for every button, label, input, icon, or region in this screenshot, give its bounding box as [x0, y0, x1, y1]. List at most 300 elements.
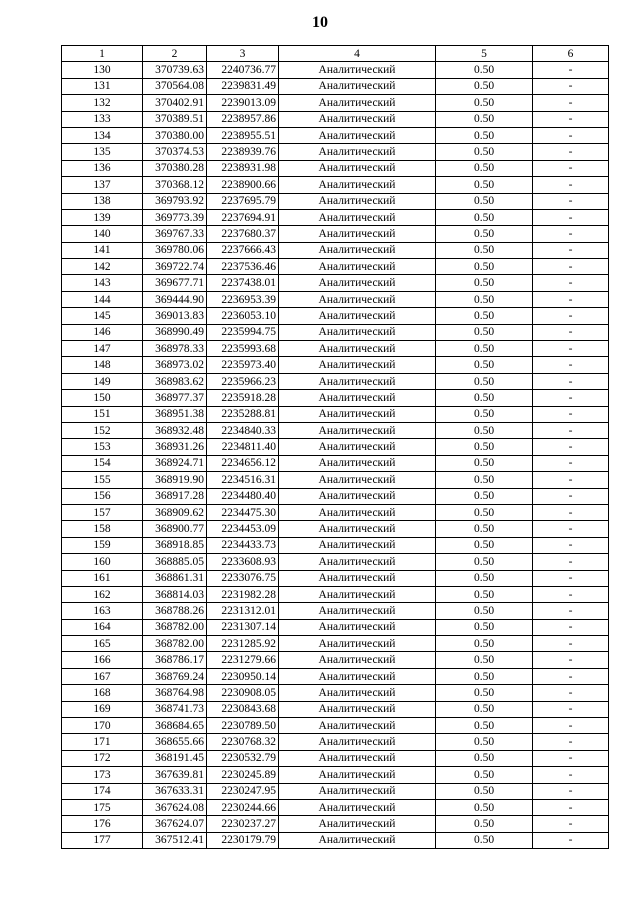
x-coordinate-cell: 368973.02: [143, 357, 207, 373]
accuracy-cell: 0.50: [436, 144, 533, 160]
y-coordinate-cell: 2230237.27: [207, 816, 279, 832]
method-cell: Аналитический: [279, 291, 436, 307]
table-row: [62, 242, 609, 258]
coordinates-table: [61, 45, 609, 849]
x-coordinate-cell: 368814.03: [143, 586, 207, 602]
accuracy-cell: 0.50: [436, 586, 533, 602]
y-coordinate-cell: 2231312.01: [207, 603, 279, 619]
method-cell: Аналитический: [279, 636, 436, 652]
accuracy-cell: 0.50: [436, 718, 533, 734]
x-coordinate-cell: 369767.33: [143, 226, 207, 242]
method-cell: Аналитический: [279, 586, 436, 602]
point-number-cell: 166: [62, 652, 143, 668]
accuracy-cell: 0.50: [436, 308, 533, 324]
point-number-cell: 162: [62, 586, 143, 602]
y-coordinate-cell: 2235918.28: [207, 390, 279, 406]
method-cell: Аналитический: [279, 668, 436, 684]
accuracy-cell: 0.50: [436, 488, 533, 504]
point-number-cell: 165: [62, 636, 143, 652]
accuracy-cell: 0.50: [436, 750, 533, 766]
y-coordinate-cell: 2237680.37: [207, 226, 279, 242]
note-cell: -: [533, 308, 609, 324]
y-coordinate-cell: 2231307.14: [207, 619, 279, 635]
table-row: [62, 373, 609, 389]
method-cell: Аналитический: [279, 603, 436, 619]
table-row: [62, 357, 609, 373]
point-number-cell: 152: [62, 422, 143, 438]
y-coordinate-cell: 2230908.05: [207, 685, 279, 701]
y-coordinate-cell: 2234433.73: [207, 537, 279, 553]
point-number-cell: 167: [62, 668, 143, 684]
x-coordinate-cell: 368741.73: [143, 701, 207, 717]
y-coordinate-cell: 2231279.66: [207, 652, 279, 668]
y-coordinate-cell: 2238900.66: [207, 177, 279, 193]
point-number-cell: 151: [62, 406, 143, 422]
table-row: [62, 750, 609, 766]
table-row: [62, 652, 609, 668]
note-cell: -: [533, 422, 609, 438]
method-cell: Аналитический: [279, 242, 436, 258]
point-number-cell: 149: [62, 373, 143, 389]
point-number-cell: 170: [62, 718, 143, 734]
x-coordinate-cell: 370564.08: [143, 78, 207, 94]
x-coordinate-cell: 368861.31: [143, 570, 207, 586]
table-row: [62, 406, 609, 422]
x-coordinate-cell: 369013.83: [143, 308, 207, 324]
table-row: [62, 521, 609, 537]
y-coordinate-cell: 2236053.10: [207, 308, 279, 324]
y-coordinate-cell: 2240736.77: [207, 62, 279, 78]
accuracy-cell: 0.50: [436, 291, 533, 307]
accuracy-cell: 0.50: [436, 799, 533, 815]
point-number-cell: 156: [62, 488, 143, 504]
accuracy-cell: 0.50: [436, 701, 533, 717]
table-row: [62, 668, 609, 684]
table-header: [62, 46, 609, 62]
y-coordinate-cell: 2238957.86: [207, 111, 279, 127]
y-coordinate-cell: 2238955.51: [207, 127, 279, 143]
method-cell: Аналитический: [279, 275, 436, 291]
note-cell: -: [533, 554, 609, 570]
point-number-cell: 168: [62, 685, 143, 701]
note-cell: -: [533, 78, 609, 94]
method-cell: Аналитический: [279, 111, 436, 127]
accuracy-cell: 0.50: [436, 455, 533, 471]
x-coordinate-cell: 368983.62: [143, 373, 207, 389]
note-cell: -: [533, 734, 609, 750]
accuracy-cell: 0.50: [436, 504, 533, 520]
point-number-cell: 171: [62, 734, 143, 750]
table-row: [62, 586, 609, 602]
accuracy-cell: 0.50: [436, 242, 533, 258]
note-cell: -: [533, 242, 609, 258]
accuracy-cell: 0.50: [436, 537, 533, 553]
x-coordinate-cell: 368782.00: [143, 636, 207, 652]
table-row: [62, 799, 609, 815]
accuracy-cell: 0.50: [436, 734, 533, 750]
method-cell: Аналитический: [279, 341, 436, 357]
table-row: [62, 275, 609, 291]
x-coordinate-cell: 368655.66: [143, 734, 207, 750]
header-row: [62, 46, 609, 62]
y-coordinate-cell: 2239831.49: [207, 78, 279, 94]
method-cell: Аналитический: [279, 62, 436, 78]
accuracy-cell: 0.50: [436, 816, 533, 832]
table-row: [62, 341, 609, 357]
y-coordinate-cell: 2235993.68: [207, 341, 279, 357]
method-cell: Аналитический: [279, 144, 436, 160]
accuracy-cell: 0.50: [436, 259, 533, 275]
x-coordinate-cell: 369780.06: [143, 242, 207, 258]
x-coordinate-cell: 368191.45: [143, 750, 207, 766]
note-cell: -: [533, 357, 609, 373]
table-row: [62, 488, 609, 504]
table-row: [62, 832, 609, 848]
accuracy-cell: 0.50: [436, 554, 533, 570]
x-coordinate-cell: 369793.92: [143, 193, 207, 209]
note-cell: -: [533, 111, 609, 127]
x-coordinate-cell: 368769.24: [143, 668, 207, 684]
table-row: [62, 767, 609, 783]
point-number-cell: 141: [62, 242, 143, 258]
accuracy-cell: 0.50: [436, 193, 533, 209]
y-coordinate-cell: 2234840.33: [207, 422, 279, 438]
point-number-cell: 143: [62, 275, 143, 291]
note-cell: -: [533, 209, 609, 225]
accuracy-cell: 0.50: [436, 209, 533, 225]
table-row: [62, 816, 609, 832]
note-cell: -: [533, 718, 609, 734]
accuracy-cell: 0.50: [436, 636, 533, 652]
y-coordinate-cell: 2237695.79: [207, 193, 279, 209]
note-cell: -: [533, 537, 609, 553]
y-coordinate-cell: 2237438.01: [207, 275, 279, 291]
method-cell: Аналитический: [279, 652, 436, 668]
method-cell: Аналитический: [279, 127, 436, 143]
method-cell: Аналитический: [279, 750, 436, 766]
header-cell: 1: [62, 46, 143, 62]
table-row: [62, 144, 609, 160]
point-number-cell: 150: [62, 390, 143, 406]
header-cell: 3: [207, 46, 279, 62]
point-number-cell: 169: [62, 701, 143, 717]
table-row: [62, 127, 609, 143]
method-cell: Аналитический: [279, 193, 436, 209]
accuracy-cell: 0.50: [436, 275, 533, 291]
y-coordinate-cell: 2230179.79: [207, 832, 279, 848]
point-number-cell: 158: [62, 521, 143, 537]
y-coordinate-cell: 2237536.46: [207, 259, 279, 275]
note-cell: -: [533, 783, 609, 799]
y-coordinate-cell: 2230950.14: [207, 668, 279, 684]
table-row: [62, 111, 609, 127]
method-cell: Аналитический: [279, 734, 436, 750]
x-coordinate-cell: 368990.49: [143, 324, 207, 340]
accuracy-cell: 0.50: [436, 439, 533, 455]
x-coordinate-cell: 368788.26: [143, 603, 207, 619]
method-cell: Аналитический: [279, 357, 436, 373]
point-number-cell: 172: [62, 750, 143, 766]
x-coordinate-cell: 367639.81: [143, 767, 207, 783]
table-row: [62, 308, 609, 324]
note-cell: -: [533, 750, 609, 766]
y-coordinate-cell: 2239013.09: [207, 95, 279, 111]
table-row: [62, 504, 609, 520]
x-coordinate-cell: 368782.00: [143, 619, 207, 635]
note-cell: -: [533, 226, 609, 242]
accuracy-cell: 0.50: [436, 472, 533, 488]
point-number-cell: 159: [62, 537, 143, 553]
method-cell: Аналитический: [279, 799, 436, 815]
note-cell: -: [533, 816, 609, 832]
method-cell: Аналитический: [279, 422, 436, 438]
method-cell: Аналитический: [279, 259, 436, 275]
method-cell: Аналитический: [279, 554, 436, 570]
note-cell: -: [533, 455, 609, 471]
method-cell: Аналитический: [279, 619, 436, 635]
note-cell: -: [533, 373, 609, 389]
point-number-cell: 161: [62, 570, 143, 586]
point-number-cell: 163: [62, 603, 143, 619]
x-coordinate-cell: 368786.17: [143, 652, 207, 668]
method-cell: Аналитический: [279, 685, 436, 701]
method-cell: Аналитический: [279, 226, 436, 242]
x-coordinate-cell: 370374.53: [143, 144, 207, 160]
y-coordinate-cell: 2237694.91: [207, 209, 279, 225]
point-number-cell: 148: [62, 357, 143, 373]
accuracy-cell: 0.50: [436, 652, 533, 668]
point-number-cell: 132: [62, 95, 143, 111]
accuracy-cell: 0.50: [436, 521, 533, 537]
method-cell: Аналитический: [279, 324, 436, 340]
y-coordinate-cell: 2231982.28: [207, 586, 279, 602]
y-coordinate-cell: 2234811.40: [207, 439, 279, 455]
note-cell: -: [533, 62, 609, 78]
table-row: [62, 177, 609, 193]
accuracy-cell: 0.50: [436, 406, 533, 422]
point-number-cell: 164: [62, 619, 143, 635]
note-cell: -: [533, 127, 609, 143]
x-coordinate-cell: 370389.51: [143, 111, 207, 127]
y-coordinate-cell: 2234453.09: [207, 521, 279, 537]
table-row: [62, 439, 609, 455]
y-coordinate-cell: 2233076.75: [207, 570, 279, 586]
x-coordinate-cell: 367624.07: [143, 816, 207, 832]
note-cell: -: [533, 390, 609, 406]
y-coordinate-cell: 2234475.30: [207, 504, 279, 520]
point-number-cell: 134: [62, 127, 143, 143]
table-row: [62, 570, 609, 586]
point-number-cell: 136: [62, 160, 143, 176]
point-number-cell: 175: [62, 799, 143, 815]
method-cell: Аналитический: [279, 537, 436, 553]
page-number: 10: [312, 14, 328, 31]
note-cell: -: [533, 160, 609, 176]
method-cell: Аналитический: [279, 390, 436, 406]
note-cell: -: [533, 521, 609, 537]
note-cell: -: [533, 652, 609, 668]
x-coordinate-cell: 368900.77: [143, 521, 207, 537]
y-coordinate-cell: 2233608.93: [207, 554, 279, 570]
method-cell: Аналитический: [279, 160, 436, 176]
method-cell: Аналитический: [279, 78, 436, 94]
note-cell: -: [533, 95, 609, 111]
header-cell: 6: [533, 46, 609, 62]
x-coordinate-cell: 368885.05: [143, 554, 207, 570]
point-number-cell: 135: [62, 144, 143, 160]
x-coordinate-cell: 368978.33: [143, 341, 207, 357]
method-cell: Аналитический: [279, 455, 436, 471]
x-coordinate-cell: 368764.98: [143, 685, 207, 701]
x-coordinate-cell: 369444.90: [143, 291, 207, 307]
note-cell: -: [533, 636, 609, 652]
point-number-cell: 176: [62, 816, 143, 832]
point-number-cell: 160: [62, 554, 143, 570]
method-cell: Аналитический: [279, 406, 436, 422]
method-cell: Аналитический: [279, 95, 436, 111]
note-cell: -: [533, 193, 609, 209]
table-row: [62, 636, 609, 652]
accuracy-cell: 0.50: [436, 78, 533, 94]
note-cell: -: [533, 767, 609, 783]
accuracy-cell: 0.50: [436, 127, 533, 143]
x-coordinate-cell: 368684.65: [143, 718, 207, 734]
table-row: [62, 718, 609, 734]
table-row: [62, 78, 609, 94]
x-coordinate-cell: 370368.12: [143, 177, 207, 193]
table-row: [62, 619, 609, 635]
accuracy-cell: 0.50: [436, 357, 533, 373]
table-row: [62, 390, 609, 406]
note-cell: -: [533, 324, 609, 340]
method-cell: Аналитический: [279, 308, 436, 324]
x-coordinate-cell: 368924.71: [143, 455, 207, 471]
method-cell: Аналитический: [279, 439, 436, 455]
table-row: [62, 209, 609, 225]
accuracy-cell: 0.50: [436, 341, 533, 357]
table-body: [62, 62, 609, 849]
method-cell: Аналитический: [279, 209, 436, 225]
x-coordinate-cell: 368919.90: [143, 472, 207, 488]
note-cell: -: [533, 291, 609, 307]
y-coordinate-cell: 2235966.23: [207, 373, 279, 389]
point-number-cell: 130: [62, 62, 143, 78]
y-coordinate-cell: 2230843.68: [207, 701, 279, 717]
y-coordinate-cell: 2230768.32: [207, 734, 279, 750]
accuracy-cell: 0.50: [436, 373, 533, 389]
accuracy-cell: 0.50: [436, 668, 533, 684]
accuracy-cell: 0.50: [436, 160, 533, 176]
table-row: [62, 603, 609, 619]
table-row: [62, 95, 609, 111]
y-coordinate-cell: 2231285.92: [207, 636, 279, 652]
point-number-cell: 138: [62, 193, 143, 209]
x-coordinate-cell: 368917.28: [143, 488, 207, 504]
y-coordinate-cell: 2234480.40: [207, 488, 279, 504]
accuracy-cell: 0.50: [436, 324, 533, 340]
note-cell: -: [533, 177, 609, 193]
table-row: [62, 291, 609, 307]
header-cell: 4: [279, 46, 436, 62]
x-coordinate-cell: 368909.62: [143, 504, 207, 520]
y-coordinate-cell: 2230245.89: [207, 767, 279, 783]
x-coordinate-cell: 368918.85: [143, 537, 207, 553]
method-cell: Аналитический: [279, 373, 436, 389]
note-cell: -: [533, 439, 609, 455]
note-cell: -: [533, 488, 609, 504]
table-row: [62, 472, 609, 488]
table-row: [62, 62, 609, 78]
accuracy-cell: 0.50: [436, 95, 533, 111]
note-cell: -: [533, 570, 609, 586]
table-row: [62, 160, 609, 176]
point-number-cell: 144: [62, 291, 143, 307]
table-row: [62, 554, 609, 570]
note-cell: -: [533, 586, 609, 602]
y-coordinate-cell: 2230247.95: [207, 783, 279, 799]
x-coordinate-cell: 367633.31: [143, 783, 207, 799]
note-cell: -: [533, 799, 609, 815]
note-cell: -: [533, 144, 609, 160]
point-number-cell: 146: [62, 324, 143, 340]
table-row: [62, 324, 609, 340]
y-coordinate-cell: 2234516.31: [207, 472, 279, 488]
note-cell: -: [533, 406, 609, 422]
header-cell: 5: [436, 46, 533, 62]
table-row: [62, 734, 609, 750]
x-coordinate-cell: 370380.28: [143, 160, 207, 176]
x-coordinate-cell: 368932.48: [143, 422, 207, 438]
method-cell: Аналитический: [279, 521, 436, 537]
x-coordinate-cell: 370739.63: [143, 62, 207, 78]
y-coordinate-cell: 2238939.76: [207, 144, 279, 160]
y-coordinate-cell: 2236953.39: [207, 291, 279, 307]
y-coordinate-cell: 2235973.40: [207, 357, 279, 373]
table-row: [62, 259, 609, 275]
x-coordinate-cell: 369773.39: [143, 209, 207, 225]
table-row: [62, 193, 609, 209]
point-number-cell: 142: [62, 259, 143, 275]
x-coordinate-cell: 367512.41: [143, 832, 207, 848]
method-cell: Аналитический: [279, 767, 436, 783]
point-number-cell: 147: [62, 341, 143, 357]
x-coordinate-cell: 370402.91: [143, 95, 207, 111]
point-number-cell: 154: [62, 455, 143, 471]
accuracy-cell: 0.50: [436, 619, 533, 635]
note-cell: -: [533, 504, 609, 520]
note-cell: -: [533, 668, 609, 684]
note-cell: -: [533, 685, 609, 701]
method-cell: Аналитический: [279, 832, 436, 848]
method-cell: Аналитический: [279, 472, 436, 488]
point-number-cell: 140: [62, 226, 143, 242]
accuracy-cell: 0.50: [436, 390, 533, 406]
point-number-cell: 133: [62, 111, 143, 127]
point-number-cell: 173: [62, 767, 143, 783]
y-coordinate-cell: 2237666.43: [207, 242, 279, 258]
table-row: [62, 685, 609, 701]
point-number-cell: 174: [62, 783, 143, 799]
point-number-cell: 137: [62, 177, 143, 193]
accuracy-cell: 0.50: [436, 62, 533, 78]
note-cell: -: [533, 275, 609, 291]
table-row: [62, 701, 609, 717]
accuracy-cell: 0.50: [436, 422, 533, 438]
point-number-cell: 157: [62, 504, 143, 520]
note-cell: -: [533, 341, 609, 357]
table-row: [62, 537, 609, 553]
table-row: [62, 226, 609, 242]
